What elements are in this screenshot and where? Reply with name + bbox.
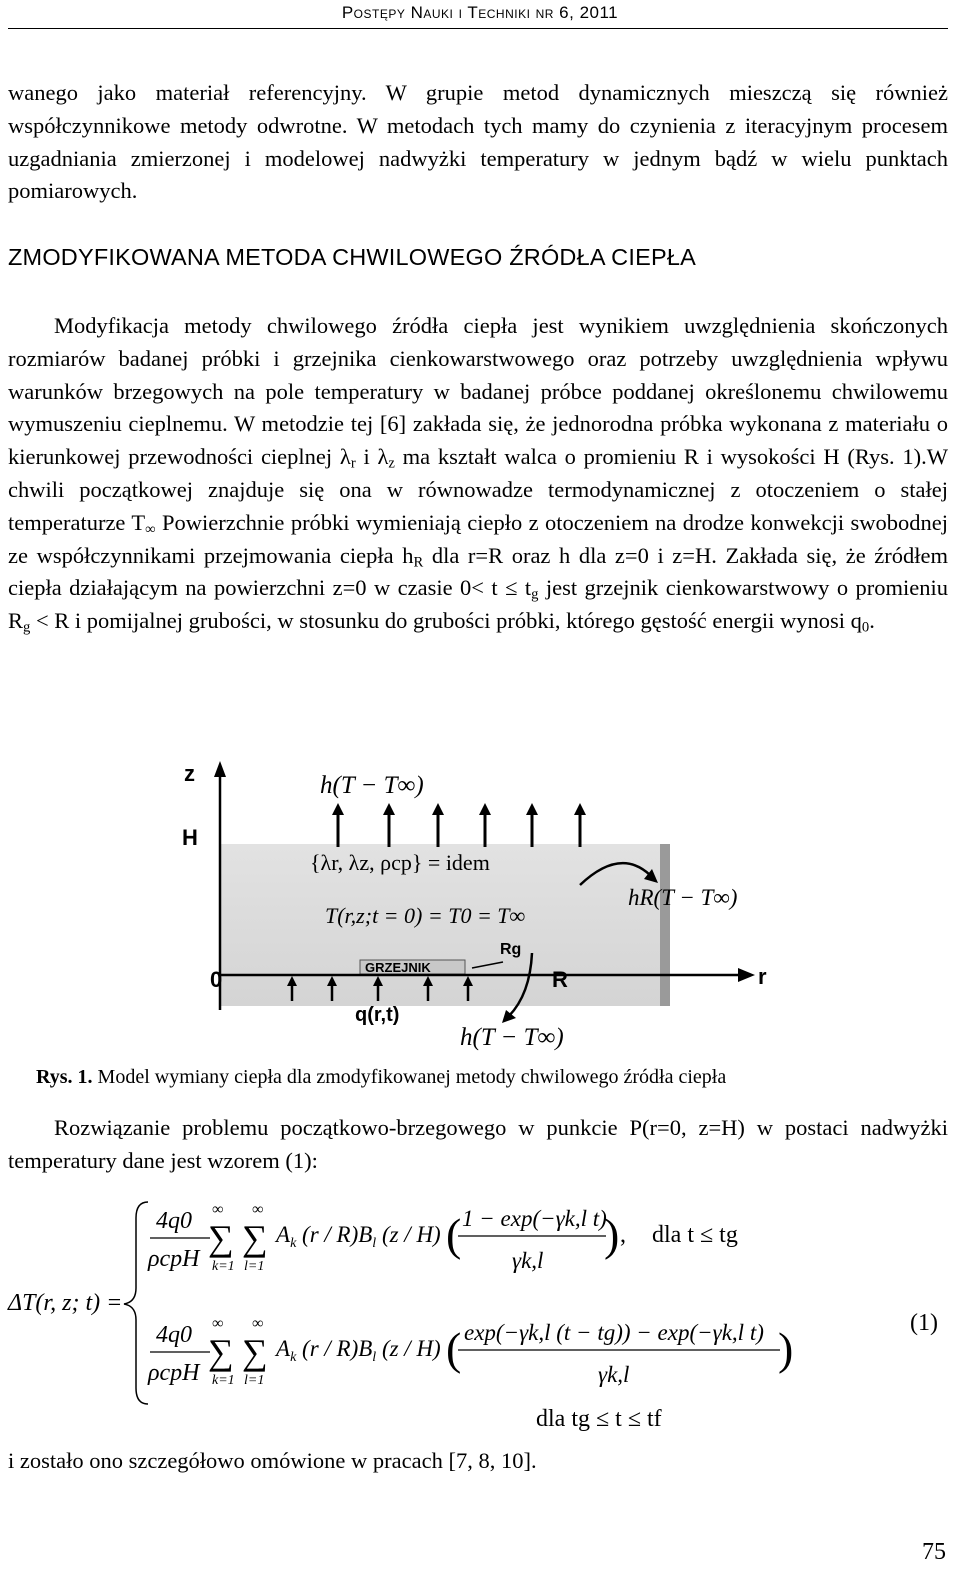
z-axis-arrow [214,761,226,777]
paragraph-method: Modyfikacja metody chwilowego źródła ciepła jest wynikiem uwzględnienia skończonych rozmiarów badanej próbki i grzejnika cienkowarstwowego oraz potrzeby uwzględnienia wpływu warunków brzegowych na pole temperatury w badanej próbce poddanej określonemu chwilowemu wymuszeniu cieplnemu. W metodzie tej [6] zakłada się, że jednorodna próbka wykonana z materiału o kierunkowej przewodności cieplnej $\lambda_r$ i $\lambda_z$ ma kształt walca o promieniu R i wysokości H (Rys. 1).W chwili początkowej znajduje się ona w równowadze termodynamicznej z otoczeniem o stałej temperaturze $T_\infty$ Powierzchnie próbki wymieniają ciepło z otoczeniem na drodze konwekcji swobodnej ze współczynnikami przejmowania ciepła $h_R$ dla r=R oraz h dla z=0 i z=H. Zakłada się, że źródłem ciepła działającym na powierzchni z=0 w czasie $0< t \le t_g$ jest grzejnik cienkowarstwowy o promieniu $R_g < R$ i pomijalnej grubości, w stosunku do grubości próbki, którego gęstość energii wynosi $q_0$. [8,313,948,636]
page-number: 75 [922,1539,946,1565]
eq-term1-den: γk,l [512,1248,544,1273]
figure-heat-exchange-model [180,755,780,1060]
svg-text:∞: ∞ [212,1315,224,1332]
top-bc: h(T − T∞) [320,772,424,799]
paragraph-reference: i zostało ono szczegółowo omówione w pracach [7, 8, 10]. [8,1448,537,1473]
svg-text:∑: ∑ [208,1332,234,1372]
svg-text:l=1: l=1 [244,1373,265,1388]
equation-1 [0,1190,960,1440]
eq-lhs: ΔT(r, z; t) = [8,1290,123,1316]
heater-label: GRZEJNIK [365,960,431,975]
r-axis-label: r [758,964,767,989]
eq-series-1: $A_k$ $(r / R)B_l$ (z / H) [276,1222,441,1251]
eq-coef-den-1: ρcpH [148,1246,200,1272]
H-label: H [182,825,198,850]
caption-label: Rys. 1. [36,1066,93,1088]
svg-text:∞: ∞ [212,1201,224,1218]
svg-text:): ) [604,1209,620,1260]
source-label: q(r,t) [355,1004,400,1026]
eq-term1-num: 1 − exp(−γk,l t) [462,1206,607,1231]
eq-coef-num-2: 4q0 [156,1322,192,1348]
svg-text:∞: ∞ [252,1201,264,1218]
eq-cond1: dla t ≤ tg [652,1222,738,1248]
side-bc: hR(T − T∞) [628,885,738,910]
eq-brace [124,1202,148,1404]
sample-side [660,844,670,1006]
eq-series-2: $A_k$ $(r / R)B_l$ (z / H) [276,1336,441,1365]
initial-condition: T(r,z;t = 0) = T0 = T∞ [325,903,526,928]
paragraph-intro: wanego jako materiał referencyjny. W grupie metod dynamicznych mieszczą się również współczynnikowe metody odwrotne. W metodach tych mamy do czynienia z iteracyjnym procesem uzgadniania zmierzonej i modelowej nadwyżki temperatury w jednym bądź w wielu punktach pomiarowych. [8,80,948,204]
section-heading: ZMODYFIKOWANA METODA CHWILOWEGO ŹRÓDŁA CIEPŁA [8,244,696,270]
top-heat-arrows [338,811,580,847]
svg-text:∞: ∞ [252,1315,264,1332]
svg-text:k=1: k=1 [212,1259,235,1274]
figure-caption [36,1066,726,1089]
running-header [0,3,960,23]
eq-cond2: dla tg ≤ t ≤ tf [536,1406,662,1432]
bottom-bc: h(T − T∞) [460,1024,564,1051]
eq-term2-num: exp(−γk,l (t − tg)) − exp(−γk,l t) [464,1320,764,1345]
Rg-label: Rg [500,941,522,958]
svg-text:): ) [778,1323,794,1374]
eq-term2-den: γk,l [598,1362,630,1387]
eq-coef-den-2: ρcpH [148,1360,200,1386]
paragraph-solution: Rozwiązanie problemu początkowo-brzegowego w punkcie P(r=0, z=H) w postaci nadwyżki temperatury dane jest wzorem (1): [8,1115,948,1173]
svg-text:(: ( [446,1323,462,1374]
header-rule [8,28,948,29]
caption-text: Model wymiany ciepła dla zmodyfikowanej metody chwilowego źródła ciepła [92,1066,727,1088]
svg-text:(: ( [446,1209,462,1260]
svg-text:l=1: l=1 [244,1259,265,1274]
svg-text:∑: ∑ [242,1332,268,1372]
r-axis-arrow [738,968,755,982]
eq-number: (1) [910,1310,938,1336]
svg-text:∑: ∑ [208,1218,234,1258]
svg-text:k=1: k=1 [212,1373,235,1388]
zero-label: 0 [210,967,223,992]
svg-text:,: , [620,1222,626,1248]
svg-text:∑: ∑ [242,1218,268,1258]
top-arrowheads [332,803,586,815]
eq-coef-num-1: 4q0 [156,1208,192,1234]
journal-title: Postępy Nauki i Techniki nr 6, 2011 [341,3,619,22]
R-label: R [552,967,568,992]
z-label: z [184,761,195,786]
props-label: {λr, λz, ρcp} = idem [310,850,490,875]
